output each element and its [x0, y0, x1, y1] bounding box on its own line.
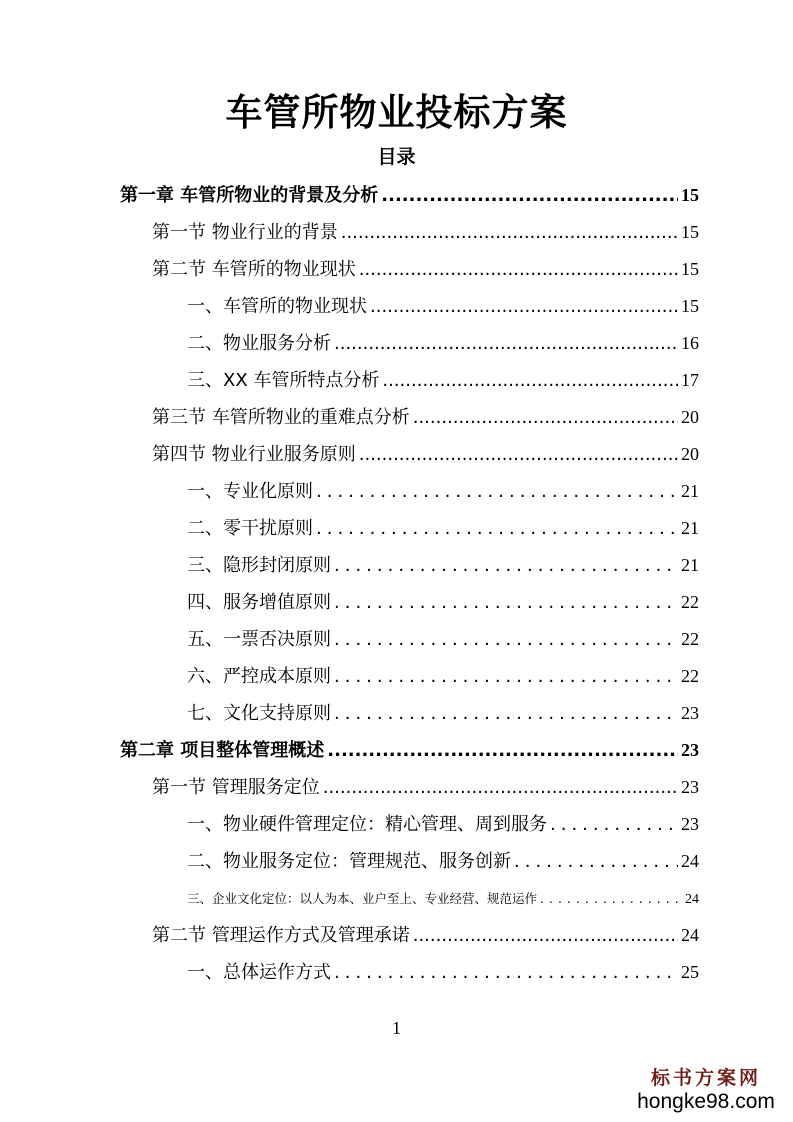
toc-entry-section[interactable] [152, 214, 699, 251]
toc-entry-label: 第一节 物业行业的背景 [152, 222, 338, 243]
toc-entry-section[interactable] [152, 917, 699, 954]
toc-entry-label: 第一章 车管所物业的背景及分析 [120, 185, 379, 206]
toc-entry-label: 四、服务增值原则 [187, 592, 331, 613]
toc-entry-page: 22 [681, 592, 699, 612]
toc-entry-section[interactable] [152, 436, 699, 473]
toc-entry-page: 21 [681, 481, 699, 501]
toc-entry-label: 三、企业文化定位：以人为本、业户至上、专业经营、规范运作 [187, 891, 538, 906]
toc-entry-label: 五、一票否决原则 [187, 629, 331, 650]
toc-entry-label: 第二节 管理运作方式及管理承诺 [152, 925, 410, 946]
toc-dot-leader [550, 806, 678, 843]
toc-entry-section[interactable] [152, 399, 699, 436]
toc-entry-page: 22 [681, 666, 699, 686]
toc-entry-chapter-2[interactable] [120, 732, 699, 769]
toc-entry-page: 24 [685, 892, 699, 907]
toc-entry-label: 一、总体运作方式 [187, 962, 331, 983]
toc-entry-subsection[interactable] [187, 473, 699, 510]
toc-entry-label: 三、XX 车管所特点分析 [187, 370, 380, 391]
toc-entry-subsection[interactable] [187, 510, 699, 547]
toc-dot-leader [370, 288, 678, 325]
toc-entry-subsection[interactable] [187, 695, 699, 732]
toc-entry-page: 15 [681, 259, 699, 279]
toc-entry-subsection[interactable] [187, 880, 699, 917]
toc-entry-label: 第一节 管理服务定位 [152, 777, 320, 798]
toc-dot-leader [540, 880, 682, 917]
toc-entry-page: 23 [681, 740, 699, 760]
toc-entry-subsection[interactable] [187, 584, 699, 621]
toc-entry-subsection[interactable] [187, 621, 699, 658]
site-watermark [631, 1066, 781, 1114]
toc-dot-leader [382, 362, 678, 399]
toc-entry-label: 七、文化支持原则 [187, 703, 331, 724]
toc-entry-subsection[interactable] [187, 843, 699, 880]
toc-dot-leader [334, 584, 678, 621]
toc-dot-leader [316, 473, 678, 510]
toc-entry-label: 一、车管所的物业现状 [187, 296, 367, 317]
toc-dot-leader [334, 658, 678, 695]
toc-dot-leader [327, 732, 678, 769]
toc-entry-label: 二、物业服务分析 [187, 333, 331, 354]
toc-entry-page: 23 [681, 777, 699, 797]
toc-entry-page: 15 [681, 185, 699, 205]
toc-entry-page: 21 [681, 555, 699, 575]
toc-dot-leader [334, 325, 678, 362]
toc-entry-subsection[interactable] [187, 954, 699, 991]
toc-entry-page: 24 [681, 925, 699, 945]
toc-entry-label: 六、严控成本原则 [187, 666, 331, 687]
toc-heading: 目录 [377, 146, 416, 168]
toc-dot-leader [359, 436, 678, 473]
toc-entry-section[interactable] [152, 251, 699, 288]
watermark-url: hongke98.com [637, 1090, 775, 1113]
toc-entry-page: 15 [681, 222, 699, 242]
toc-dot-leader [341, 214, 678, 251]
document-title: 车管所物业投标方案 [225, 91, 568, 134]
toc-dot-leader [334, 621, 678, 658]
toc-entry-label: 第二节 车管所的物业现状 [152, 259, 356, 280]
toc-dot-leader [413, 399, 678, 436]
toc-dot-leader [334, 547, 678, 584]
toc-entry-label: 一、专业化原则 [187, 481, 313, 502]
toc-entry-label: 一、物业硬件管理定位：精心管理、周到服务 [187, 814, 547, 835]
toc-entry-subsection[interactable] [187, 547, 699, 584]
watermark-site-name: 标书方案网 [650, 1067, 761, 1089]
toc-dot-leader [334, 695, 678, 732]
toc-entry-label: 二、零干扰原则 [187, 518, 313, 539]
toc-entry-subsection[interactable] [187, 806, 699, 843]
toc-entry-page: 25 [681, 962, 699, 982]
toc-entry-page: 16 [681, 333, 699, 353]
toc-dot-leader [334, 954, 678, 991]
toc-entry-subsection[interactable] [187, 362, 699, 399]
toc-entry-section[interactable] [152, 769, 699, 806]
toc-entry-page: 24 [681, 851, 699, 871]
toc-entry-subsection[interactable] [187, 658, 699, 695]
toc-dot-leader [514, 843, 678, 880]
toc-entry-label: 三、隐形封闭原则 [187, 555, 331, 576]
toc-entry-chapter-1[interactable] [120, 177, 699, 214]
toc-entry-page: 20 [681, 407, 699, 427]
toc-entry-label: 二、物业服务定位：管理规范、服务创新 [187, 851, 511, 872]
page-number: 1 [392, 1018, 401, 1038]
toc-entry-subsection[interactable] [187, 325, 699, 362]
toc-entry-page: 23 [681, 814, 699, 834]
toc-dot-leader [316, 510, 678, 547]
toc-dot-leader [359, 251, 678, 288]
toc-entry-label: 第四节 物业行业服务原则 [152, 444, 356, 465]
toc-entry-label: 第二章 项目整体管理概述 [120, 740, 325, 761]
toc-dot-leader [323, 769, 678, 806]
toc-entry-subsection[interactable] [187, 288, 699, 325]
toc-entry-page: 20 [681, 444, 699, 464]
toc-entry-page: 22 [681, 629, 699, 649]
toc-entry-page: 23 [681, 703, 699, 723]
toc-dot-leader [413, 917, 678, 954]
toc-entry-page: 21 [681, 518, 699, 538]
toc-entry-page: 17 [681, 370, 699, 390]
toc-entry-page: 15 [681, 296, 699, 316]
toc-dot-leader [381, 177, 678, 214]
toc-entry-label: 第三节 车管所物业的重难点分析 [152, 407, 410, 428]
